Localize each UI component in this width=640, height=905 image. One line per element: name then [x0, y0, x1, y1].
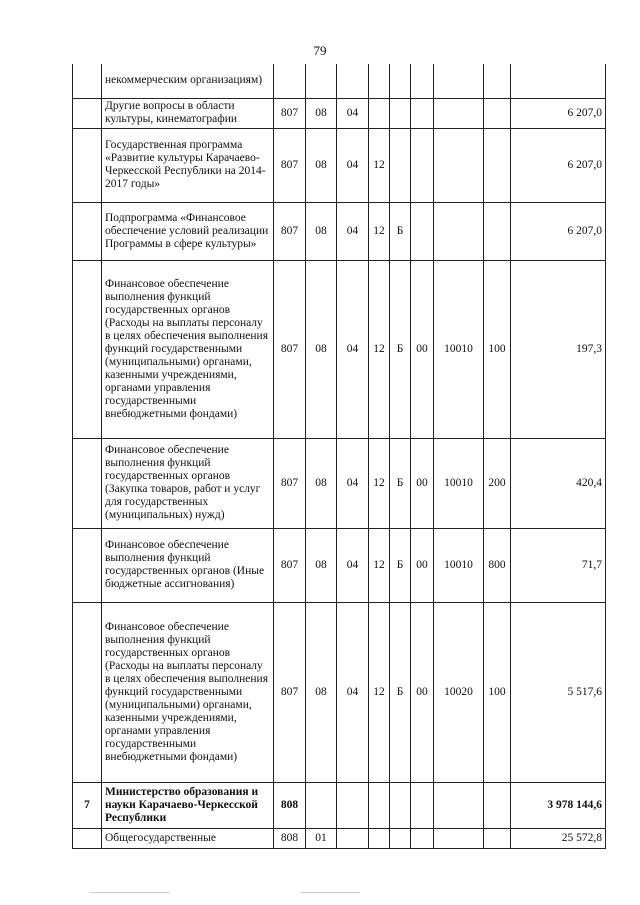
row-number-cell — [73, 438, 102, 528]
direction-code-cell: 10010 — [434, 438, 484, 528]
amount-cell: 5 517,6 — [511, 602, 606, 782]
expense-name-cell: Государственная программа «Развитие культуры Карачаево-Черкесской Республики на 2014-2017 годы» — [102, 128, 274, 202]
ved-code-cell: 807 — [274, 128, 306, 202]
event-code-cell: 00 — [411, 602, 434, 782]
expense-name-cell: Подпрограмма «Финансовое обеспечение условий реализации Программы в сфере культуры» — [102, 202, 274, 260]
row-number-cell: 7 — [73, 782, 102, 828]
expense-type-cell — [484, 128, 511, 202]
event-code-cell — [411, 64, 434, 98]
table-row — [73, 98, 606, 128]
subsection-code-cell: 04 — [337, 202, 369, 260]
event-code-cell — [411, 98, 434, 128]
table-row — [73, 528, 606, 602]
event-code-cell — [411, 828, 434, 848]
subprogram-code-cell: Б — [390, 602, 411, 782]
ved-code-cell: 807 — [274, 602, 306, 782]
row-number-cell — [73, 98, 102, 128]
table-row — [73, 128, 606, 202]
subprogram-code-cell: Б — [390, 260, 411, 438]
section-code-cell: 08 — [306, 128, 337, 202]
section-code-cell: 08 — [306, 202, 337, 260]
direction-code-cell — [434, 782, 484, 828]
section-code-cell: 08 — [306, 602, 337, 782]
event-code-cell — [411, 782, 434, 828]
row-number-cell — [73, 528, 102, 602]
expense-type-cell — [484, 782, 511, 828]
direction-code-cell — [434, 98, 484, 128]
table-row — [73, 602, 606, 782]
expense-name-cell: Министерство образования и науки Карачаево-Черкесской Республики — [102, 782, 274, 828]
subsection-code-cell: 04 — [337, 528, 369, 602]
section-code-cell — [306, 64, 337, 98]
program-code-cell — [369, 98, 390, 128]
expense-name-cell: Общегосударственные — [102, 828, 274, 848]
subprogram-code-cell — [390, 98, 411, 128]
program-code-cell: 12 — [369, 528, 390, 602]
row-number-cell — [73, 64, 102, 98]
expense-type-cell: 100 — [484, 602, 511, 782]
section-code-cell: 08 — [306, 260, 337, 438]
ved-code-cell: 808 — [274, 828, 306, 848]
subsection-code-cell: 04 — [337, 128, 369, 202]
table-row — [73, 828, 606, 848]
page-number: 79 — [313, 43, 327, 58]
scan-artifact-line — [300, 892, 360, 893]
program-code-cell — [369, 828, 390, 848]
event-code-cell — [411, 128, 434, 202]
direction-code-cell: 10010 — [434, 528, 484, 602]
subsection-code-cell: 04 — [337, 602, 369, 782]
table-row — [73, 64, 606, 98]
subsection-code-cell — [337, 782, 369, 828]
subprogram-code-cell — [390, 64, 411, 98]
event-code-cell: 00 — [411, 260, 434, 438]
ved-code-cell: 807 — [274, 528, 306, 602]
ved-code-cell: 807 — [274, 202, 306, 260]
table-row — [73, 438, 606, 528]
subsection-code-cell — [337, 64, 369, 98]
expense-type-cell: 100 — [484, 260, 511, 438]
scan-artifact-line — [90, 892, 170, 893]
amount-cell: 3 978 144,6 — [511, 782, 606, 828]
subsection-code-cell — [337, 828, 369, 848]
row-number-cell — [73, 260, 102, 438]
program-code-cell: 12 — [369, 128, 390, 202]
row-number-cell — [73, 602, 102, 782]
subprogram-code-cell — [390, 128, 411, 202]
amount-cell: 197,3 — [511, 260, 606, 438]
direction-code-cell: 10010 — [434, 260, 484, 438]
section-code-cell: 08 — [306, 528, 337, 602]
event-code-cell — [411, 202, 434, 260]
expense-type-cell: 800 — [484, 528, 511, 602]
program-code-cell: 12 — [369, 202, 390, 260]
amount-cell: 6 207,0 — [511, 202, 606, 260]
direction-code-cell: 10020 — [434, 602, 484, 782]
amount-cell: 71,7 — [511, 528, 606, 602]
section-code-cell: 08 — [306, 438, 337, 528]
section-code-cell: 08 — [306, 98, 337, 128]
program-code-cell — [369, 64, 390, 98]
direction-code-cell — [434, 64, 484, 98]
expense-name-cell: Финансовое обеспечение выполнения функций государственных органов (Иные бюджетные ассигнования) — [102, 528, 274, 602]
ved-code-cell: 807 — [274, 438, 306, 528]
event-code-cell: 00 — [411, 438, 434, 528]
direction-code-cell — [434, 828, 484, 848]
expense-name-cell: Финансовое обеспечение выполнения функций государственных органов (Расходы на выплаты персоналу в целях обеспечения выполнения функций государственными (муниципальными) органами, казенными учреждениями, органами управления государственными внебюджетными фондами) — [102, 260, 274, 438]
subprogram-code-cell: Б — [390, 528, 411, 602]
expense-name-cell: некоммерческим организациям) — [102, 64, 274, 98]
program-code-cell: 12 — [369, 260, 390, 438]
amount-cell: 6 207,0 — [511, 128, 606, 202]
ved-code-cell — [274, 64, 306, 98]
program-code-cell — [369, 782, 390, 828]
program-code-cell: 12 — [369, 602, 390, 782]
expense-name-cell: Финансовое обеспечение выполнения функций государственных органов (Закупка товаров, работ и услуг для государственных (муниципальных) нужд) — [102, 438, 274, 528]
subsection-code-cell: 04 — [337, 260, 369, 438]
subprogram-code-cell: Б — [390, 438, 411, 528]
amount-cell: 6 207,0 — [511, 98, 606, 128]
table-row — [73, 782, 606, 828]
amount-cell: 25 572,8 — [511, 828, 606, 848]
expense-name-cell: Другие вопросы в области культуры, кинематографии — [102, 98, 274, 128]
event-code-cell: 00 — [411, 528, 434, 602]
amount-cell: 420,4 — [511, 438, 606, 528]
subprogram-code-cell: Б — [390, 202, 411, 260]
ved-code-cell: 807 — [274, 260, 306, 438]
expense-type-cell — [484, 98, 511, 128]
section-code-cell: 01 — [306, 828, 337, 848]
row-number-cell — [73, 202, 102, 260]
program-code-cell: 12 — [369, 438, 390, 528]
expense-name-cell: Финансовое обеспечение выполнения функций государственных органов (Расходы на выплаты персоналу в целях обеспечения выполнения функций государственными (муниципальными) органами, казенными учреждениями, органами управления государственными внебюджетными фондами) — [102, 602, 274, 782]
row-number-cell — [73, 828, 102, 848]
expense-type-cell: 200 — [484, 438, 511, 528]
table-row — [73, 202, 606, 260]
section-code-cell — [306, 782, 337, 828]
budget-table — [72, 64, 606, 849]
ved-code-cell: 807 — [274, 98, 306, 128]
row-number-cell — [73, 128, 102, 202]
expense-type-cell — [484, 828, 511, 848]
subsection-code-cell: 04 — [337, 438, 369, 528]
direction-code-cell — [434, 202, 484, 260]
table-row — [73, 260, 606, 438]
expense-type-cell — [484, 202, 511, 260]
subsection-code-cell: 04 — [337, 98, 369, 128]
subprogram-code-cell — [390, 782, 411, 828]
expense-type-cell — [484, 64, 511, 98]
direction-code-cell — [434, 128, 484, 202]
amount-cell — [511, 64, 606, 98]
ved-code-cell: 808 — [274, 782, 306, 828]
subprogram-code-cell — [390, 828, 411, 848]
